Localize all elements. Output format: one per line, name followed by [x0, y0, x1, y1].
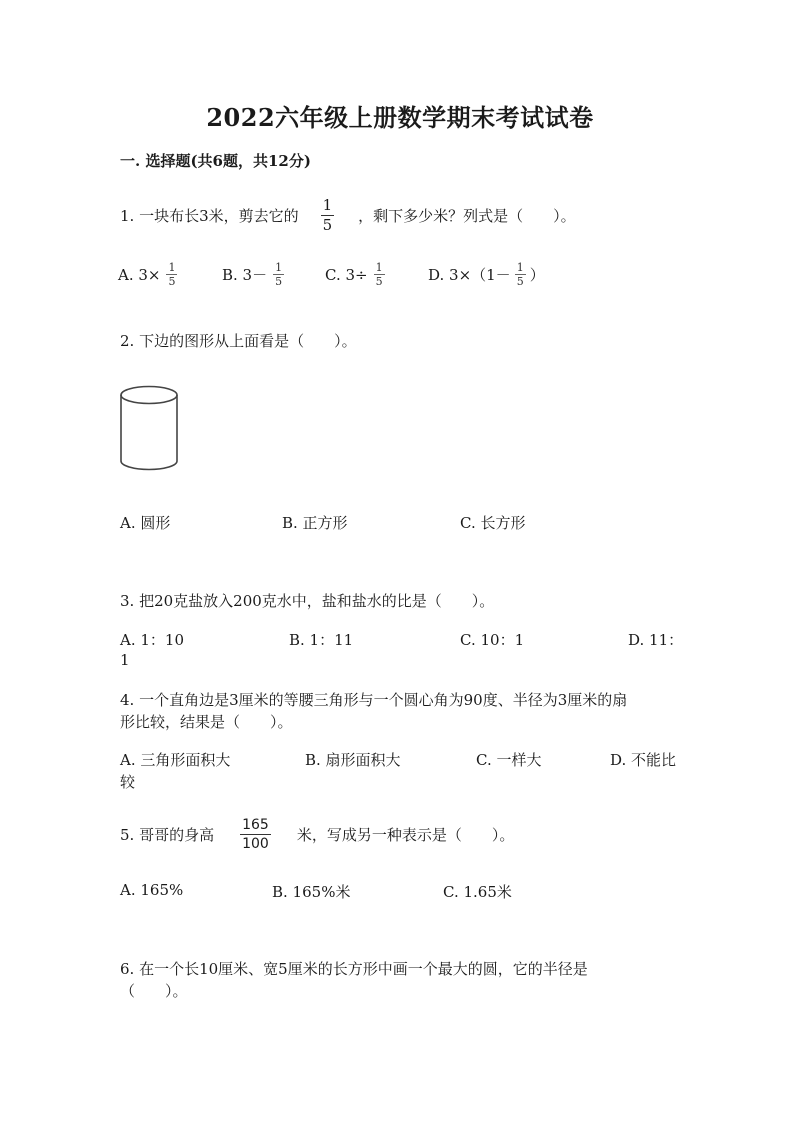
cylinder-bottom-arc: [121, 461, 177, 470]
fraction-one-fifth: [374, 262, 385, 287]
fraction-one-fifth: [321, 198, 335, 233]
fraction-one-fifth: [515, 262, 526, 287]
option-4d[interactable]: D. 不能比: [610, 751, 677, 769]
fraction-one-fifth: [166, 262, 177, 287]
question-1-text-after: ，剩下多少米？列式是（ ）。: [358, 207, 576, 225]
option-2c[interactable]: C. 长方形: [460, 514, 526, 532]
option-2b[interactable]: B. 正方形: [282, 514, 348, 532]
fraction-numerator: 1: [275, 261, 283, 274]
option-1d[interactable]: [428, 262, 545, 287]
fraction-denominator: 5: [516, 275, 524, 288]
option-1d-label: D. 3×（1－: [428, 266, 511, 284]
option-5c[interactable]: C. 1.65米: [443, 883, 512, 901]
fraction-numerator: 1: [375, 261, 383, 274]
option-1d-close: ）: [529, 266, 545, 284]
option-3d[interactable]: D. 11：: [628, 631, 684, 649]
section-header: 一. 选择题(共6题，共12分): [120, 152, 311, 170]
fraction-denominator: 100: [242, 836, 269, 852]
option-3b[interactable]: B. 1：11: [289, 631, 354, 649]
fraction-one-fifth: [273, 262, 284, 287]
option-3a[interactable]: A. 1：10: [120, 631, 184, 649]
option-1a-label: A. 3×: [118, 265, 161, 284]
question-1: [120, 198, 576, 233]
cylinder-figure: [116, 382, 184, 474]
fraction-denominator: 5: [168, 275, 176, 288]
option-1b-label: B. 3－: [222, 266, 268, 284]
question-3-text: 3. 把20克盐放入200克水中，盐和盐水的比是（ ）。: [120, 592, 495, 610]
question-2-text: 2. 下边的图形从上面看是（ ）。: [120, 332, 357, 350]
fraction-denominator: 5: [375, 275, 383, 288]
option-4b[interactable]: B. 扇形面积大: [305, 751, 401, 769]
question-1-text-before: 1. 一块布长3米，剪去它的: [120, 207, 299, 225]
fraction-numerator: 1: [516, 261, 524, 274]
question-4-line1: 4. 一个直角边是3厘米的等腰三角形与一个圆心角为90度、半径为3厘米的扇: [120, 691, 628, 709]
option-1c[interactable]: [325, 262, 385, 287]
option-5a[interactable]: A. 165%: [120, 881, 184, 899]
question-6-line1: 6. 在一个长10厘米、宽5厘米的长方形中画一个最大的圆，它的半径是: [120, 960, 588, 978]
option-3d-wrap: 1: [120, 651, 130, 669]
option-3c[interactable]: C. 10：1: [460, 631, 525, 649]
fraction-numerator: 1: [168, 261, 176, 274]
cylinder-top-ellipse: [121, 387, 177, 404]
question-5-text-after: 米，写成另一种表示是（ ）。: [296, 826, 515, 844]
question-6-line2: （ ）。: [120, 982, 188, 1000]
fraction-165-over-100: [240, 818, 271, 851]
fraction-denominator: 5: [275, 275, 283, 288]
option-1a[interactable]: [118, 262, 177, 287]
page-title: 2022六年级上册数学期末考试试卷: [206, 103, 594, 132]
fraction-denominator: 5: [322, 216, 333, 234]
option-4c[interactable]: C. 一样大: [476, 751, 542, 769]
question-5: [120, 818, 514, 851]
option-1c-label: C. 3÷: [325, 265, 368, 284]
option-4d-wrap: 较: [120, 773, 136, 791]
fraction-numerator: 1: [322, 196, 333, 214]
question-4-line2: 形比较，结果是（ ）。: [120, 713, 293, 731]
option-2a[interactable]: A. 圆形: [120, 514, 171, 532]
fraction-numerator: 165: [242, 817, 269, 833]
option-4a[interactable]: A. 三角形面积大: [120, 751, 231, 769]
question-5-text-before: 5. 哥哥的身高: [120, 826, 215, 844]
option-5b[interactable]: B. 165%米: [272, 883, 351, 901]
option-1b[interactable]: [222, 262, 284, 287]
